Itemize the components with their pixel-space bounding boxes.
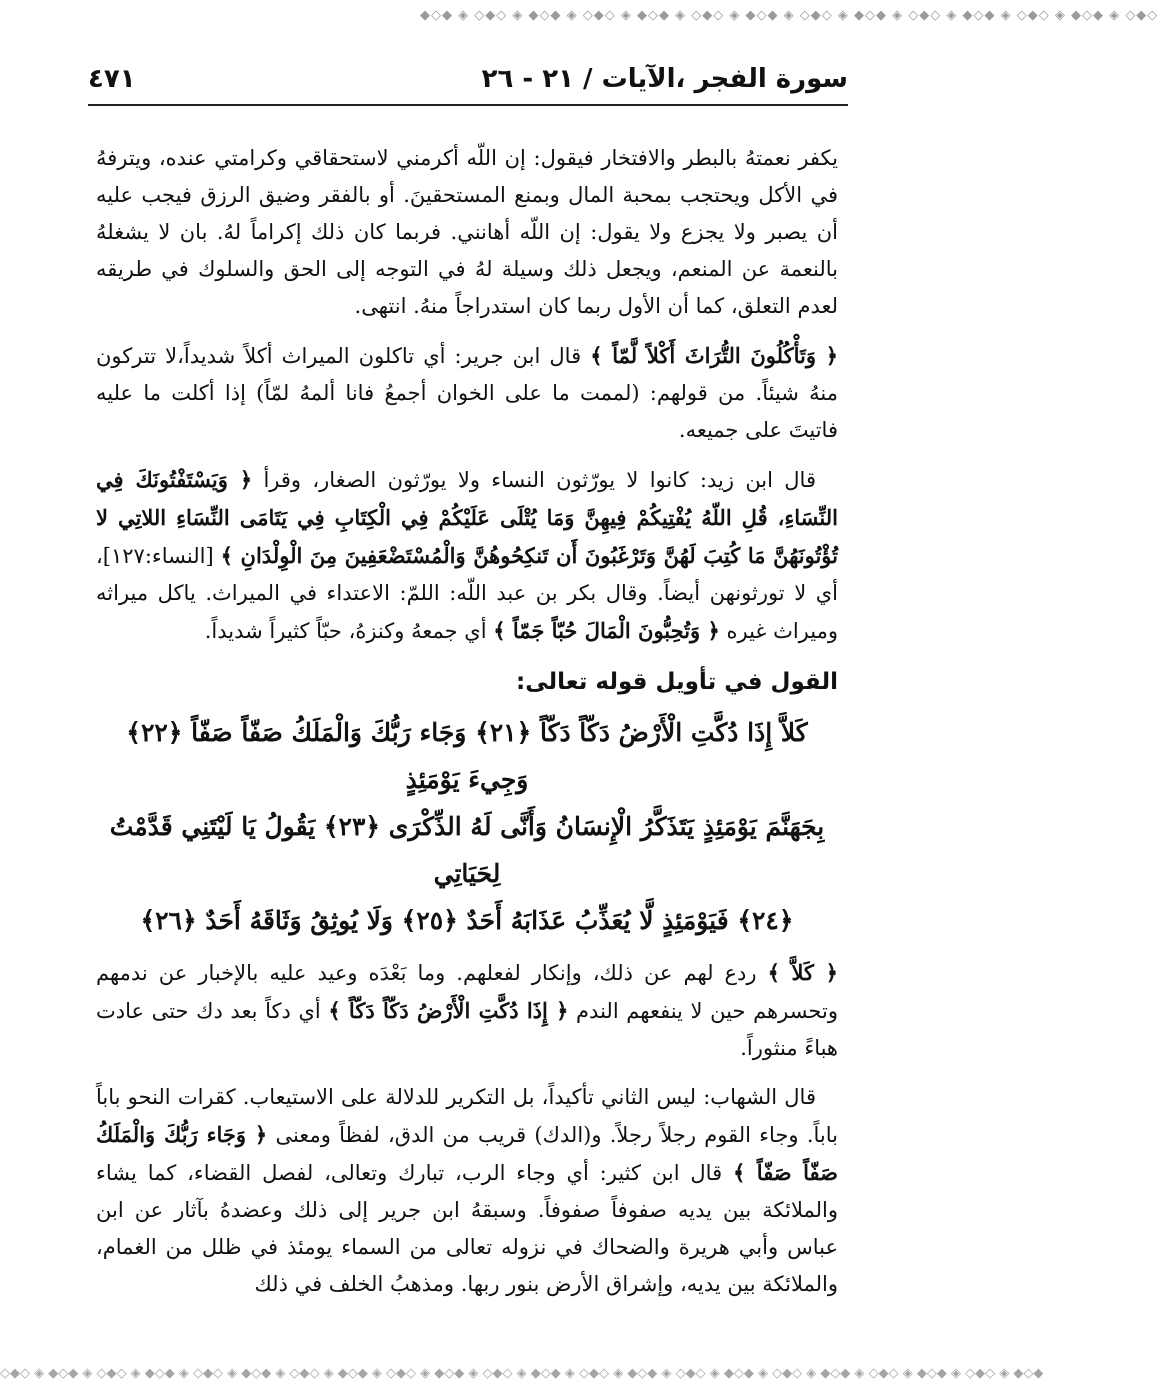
quran-quote: ﴿ كَلاَّ ﴾	[767, 960, 838, 985]
quran-quote: ﴿ وَتُحِبُّونَ الْمَالَ حُبّاً جَمّاً ﴾	[493, 618, 720, 643]
quran-line-2: بِجَهَنَّمَ يَوْمَئِذٍ يَتَذَكَّرُ الْإِنسَانُ وَأَنَّى لَهُ الذِّكْرَى ﴿٢٣﴾ يَقُولُ يَا لَيْتَنِي قَدَّمْتُ لِحَيَاتِي	[109, 812, 825, 888]
page-body	[96, 140, 838, 1315]
quran-quote: ﴿ وَجَاء رَبُّكَ وَالْمَلَكُ صَفّاً صَفّاً ﴾	[96, 1122, 838, 1185]
paragraph-2	[96, 337, 838, 449]
paragraph-text: قال الشهاب: ليس الثاني تأكيداً، بل التكرير للدلالة على الاستيعاب. كقرات النحو باباً باباً. وجاء القوم رجلاً رجلاً. و(الدك) قريب من الدق، لفظاً ومعنى	[96, 1085, 838, 1147]
paragraph-text: ردع لهم عن ذلك، وإنكار لفعلهم. وما بَعْدَه وعيد عليه بالإخبار عن ندمهم وتحسرهم حين لا ينفعهم الندم	[96, 961, 838, 1023]
paragraph-text: أي جمعهُ وكنزهُ، حبّاً كثيراً شديداً.	[204, 619, 494, 643]
paragraph-text: [النساء:١٢٧]، أي لا تورثونهن أيضاً. وقال بكر بن عبد اللّه: اللمّ: الاعتداء في الميراث. ياكل ميراثه وميراث غيره	[96, 544, 838, 643]
quran-line-3: ﴿٢٤﴾ فَيَوْمَئِذٍ لَّا يُعَذِّبُ عَذَابَهُ أَحَدٌ ﴿٢٥﴾ وَلَا يُوثِقُ وَثَاقَهُ أَحَدٌ ﴿٢٦﴾	[140, 906, 794, 935]
page-header	[88, 60, 848, 106]
quran-quote: ﴿ وَتَأْكُلُونَ التُّرَاثَ أَكْلاً لَّمّاً ﴾	[590, 343, 838, 368]
quran-quote: ﴿ إِذَا دُكَّتِ الْأَرْضُ دَكّاً دَكّاً ﴾	[328, 998, 569, 1023]
section-heading: القول في تأويل قوله تعالى:	[516, 669, 838, 695]
page-number: ٤٧١	[88, 64, 136, 94]
bottom-border-ornament: ◇◆◇ ◈ ◆◇◆ ◈ ◇◆◇ ◈ ◆◇◆ ◈ ◇◆◇ ◈ ◆◇◆ ◈ ◇◆◇ ◈ ◆◇◆ ◈ ◇◆◇ ◈ ◆◇◆ ◈ ◇◆◇ ◈ ◆◇◆ ◈ ◇◆◇ ◈ ◆◇◆ ◈ ◇◆◇ ◈ ◆◇◆ ◈ ◇◆◇ ◈ ◆◇◆ ◈ ◇◆◇ ◈ ◆◇◆ ◈ ◇◆◇ ◈ ◆◇◆	[0, 1366, 1044, 1381]
running-title: سورة الفجر ،الآيات / ٢١ - ٢٦	[481, 64, 848, 94]
paragraph-text: قال ابن كثير: أي وجاء الرب، تبارك وتعالى، لفصل القضاء، كما يشاء والملائكة بين يديه صفوفاً صفوفاً. وسبقهُ ابن جرير إلى ذلك وعضدهُ بآثار عن ابن عباس وأبي هريرة والضحاك في نزوله تعالى من السماء يومئذ في ظلل من الغمام، والملائكة بين يديه، وإشراق الأرض بنور ربها. ومذهبُ الخلف في ذلك	[96, 1161, 838, 1296]
paragraph-1: يكفر نعمتهُ بالبطر والافتخار فيقول: إن اللّه أكرمني لاستحقاقي وكرامتي عنده، ويترفهُ في الأكل ويحتجب بمحبة المال وبمنع المستحقينَ. أو بالفقر وضيق الرزق فيجب عليه أن يصبر ولا يجزع ولا يقول: إن اللّه أهانني. فربما كان ذلك إكراماً لهُ. بان لا يشغلهُ بالنعمة عن المنعم، ويجعل ذلك وسيلة لهُ في التوجه إلى الحق والسلوك في طريقه لعدم التعلق، كما أن الأول ربما كان استدراجاً منهُ. انتهى.	[96, 146, 838, 318]
quran-line-1: كَلاَّ إِذَا دُكَّتِ الْأَرْضُ دَكّاً دَكّاً ﴿٢١﴾ وَجَاء رَبُّكَ وَالْمَلَكُ صَفّاً صَفّاً ﴿٢٢﴾ وَجِيءَ يَوْمَئِذٍ	[126, 718, 808, 794]
paragraph-text: أي دكاً بعد دك حتى عادت هباءً منثوراً.	[96, 999, 838, 1060]
quran-verses-block	[96, 709, 838, 944]
paragraph-3	[96, 461, 838, 650]
top-border-ornament: ◆◇◆ ◈ ◇◆◇ ◈ ◆◇◆ ◈ ◇◆◇ ◈ ◆◇◆ ◈ ◇◆◇ ◈ ◆◇◆ ◈ ◇◆◇ ◈ ◆◇◆ ◈ ◇◆◇ ◈ ◆◇◆ ◈ ◇◆◇ ◈ ◆◇◆ ◈ ◇◆◇	[420, 8, 1158, 23]
paragraph-text: قال ابن جرير: أي تاكلون الميراث أكلاً شديداً،لا تتركون منهُ شيئاً. من قولهم: (لممت ما على الخوان أجمعُ فانا ألمهُ لمّاً) إذا أكلت ما عليه فاتيتَ على جميعه.	[96, 344, 838, 442]
quran-quote: ﴿ وَيَسْتَفْتُونَكَ فِي النِّسَاءِ، قُلِ اللّهُ يُفْتِيكُمْ فِيهِنَّ وَمَا يُتْلَى عَلَيْكُمْ فِي الْكِتَابِ فِي يَتَامَى النِّسَاءِ اللاتِي لا تُؤْتُونَهُنَّ مَا كُتِبَ لَهُنَّ وَتَرْغَبُونَ أَن تَنكِحُوهُنَّ وَالْمُسْتَضْعَفِينَ مِنَ الْوِلْدَانِ ﴾	[96, 467, 838, 568]
paragraph-text: قال ابن زيد: كانوا لا يورّثون النساء ولا يورّثون الصغار، وقرأ	[252, 468, 816, 492]
paragraph-4	[96, 954, 838, 1067]
paragraph-5	[96, 1079, 838, 1303]
